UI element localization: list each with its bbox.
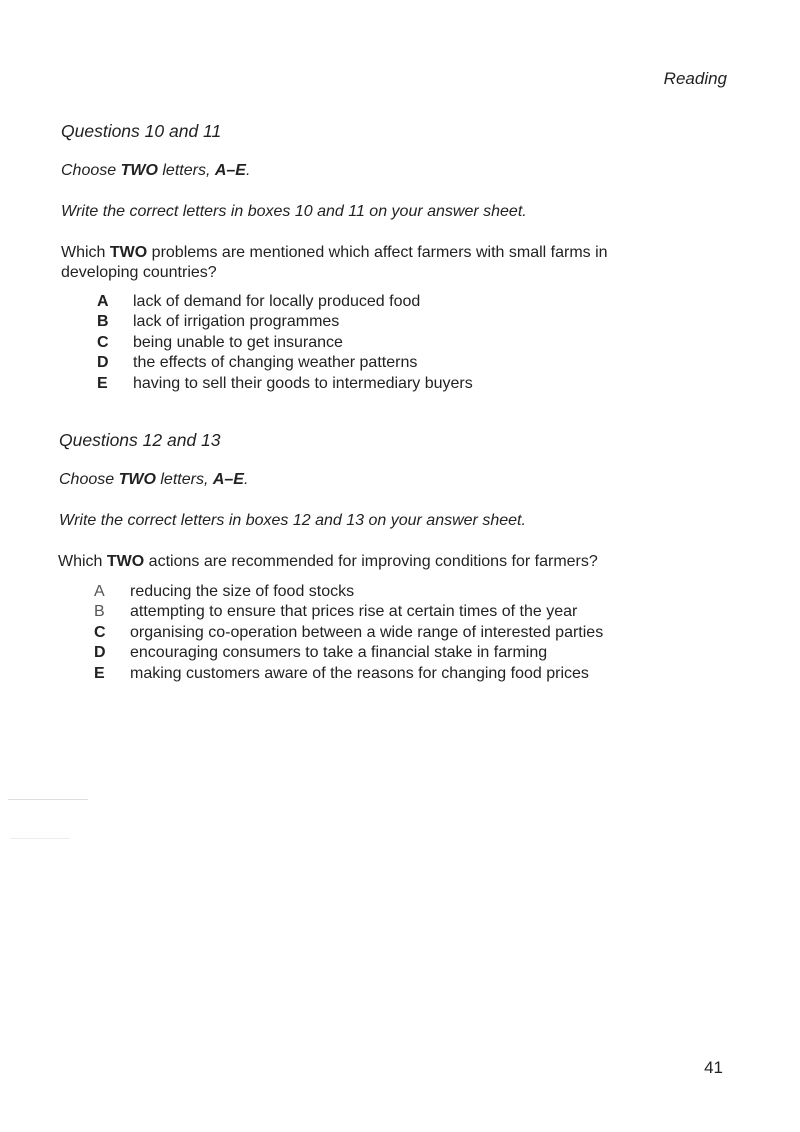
option-b — [97, 312, 473, 332]
write-instruction-12-13: Write the correct letters in boxes 12 and 13 on your answer sheet. — [59, 512, 526, 529]
questions-12-13-heading: Questions 12 and 13 — [59, 430, 221, 450]
options-list-12-13 — [94, 582, 603, 684]
scan-artifact — [10, 838, 70, 839]
option-letter: D — [94, 644, 106, 662]
option-letter: B — [97, 313, 109, 331]
option-text: attempting to ensure that prices rise at certain times of the year — [130, 603, 578, 621]
option-letter: A — [97, 293, 109, 310]
scan-artifact — [8, 799, 88, 800]
option-d — [94, 643, 603, 663]
option-c — [94, 623, 603, 643]
option-a — [94, 582, 603, 602]
option-text: lack of demand for locally produced food — [133, 293, 421, 310]
questions-10-11-heading: Questions 10 and 11 — [61, 121, 222, 141]
option-text: lack of irrigation programmes — [133, 313, 340, 331]
option-c — [97, 333, 473, 353]
question-12-13: Which TWO actions are recommended for improving conditions for farmers? — [58, 553, 598, 570]
option-e — [97, 374, 473, 394]
option-d — [97, 353, 473, 373]
write-instruction-10-11: Write the correct letters in boxes 10 and 11 on your answer sheet. — [61, 203, 527, 220]
page-number: 41 — [704, 1058, 723, 1077]
options-list-10-11 — [97, 292, 473, 394]
option-letter: E — [97, 374, 108, 392]
option-text: the effects of changing weather patterns — [133, 354, 418, 372]
option-text: making customers aware of the reasons for changing food prices — [130, 664, 589, 682]
option-b — [94, 602, 603, 622]
option-letter: D — [97, 354, 109, 372]
option-text: encouraging consumers to take a financial stake in farming — [130, 644, 548, 662]
option-e — [94, 664, 603, 684]
option-letter: C — [94, 623, 106, 641]
option-letter: C — [97, 333, 109, 351]
option-text: being unable to get insurance — [133, 333, 343, 351]
choose-instruction-12-13: Choose TWO letters, A–E. — [59, 471, 249, 488]
choose-instruction-10-11: Choose TWO letters, A–E. — [61, 162, 251, 179]
option-text: reducing the size of food stocks — [130, 583, 355, 600]
option-text: having to sell their goods to intermediary buyers — [133, 374, 473, 392]
option-a — [97, 292, 473, 312]
section-label: Reading — [663, 69, 727, 88]
option-letter: E — [94, 664, 105, 682]
option-letter: B — [94, 603, 105, 621]
option-text: organising co-operation between a wide range of interested parties — [130, 623, 604, 641]
option-letter: A — [94, 583, 105, 600]
question-10-11: Which TWO problems are mentioned which affect farmers with small farms in developing countries? — [61, 244, 608, 281]
